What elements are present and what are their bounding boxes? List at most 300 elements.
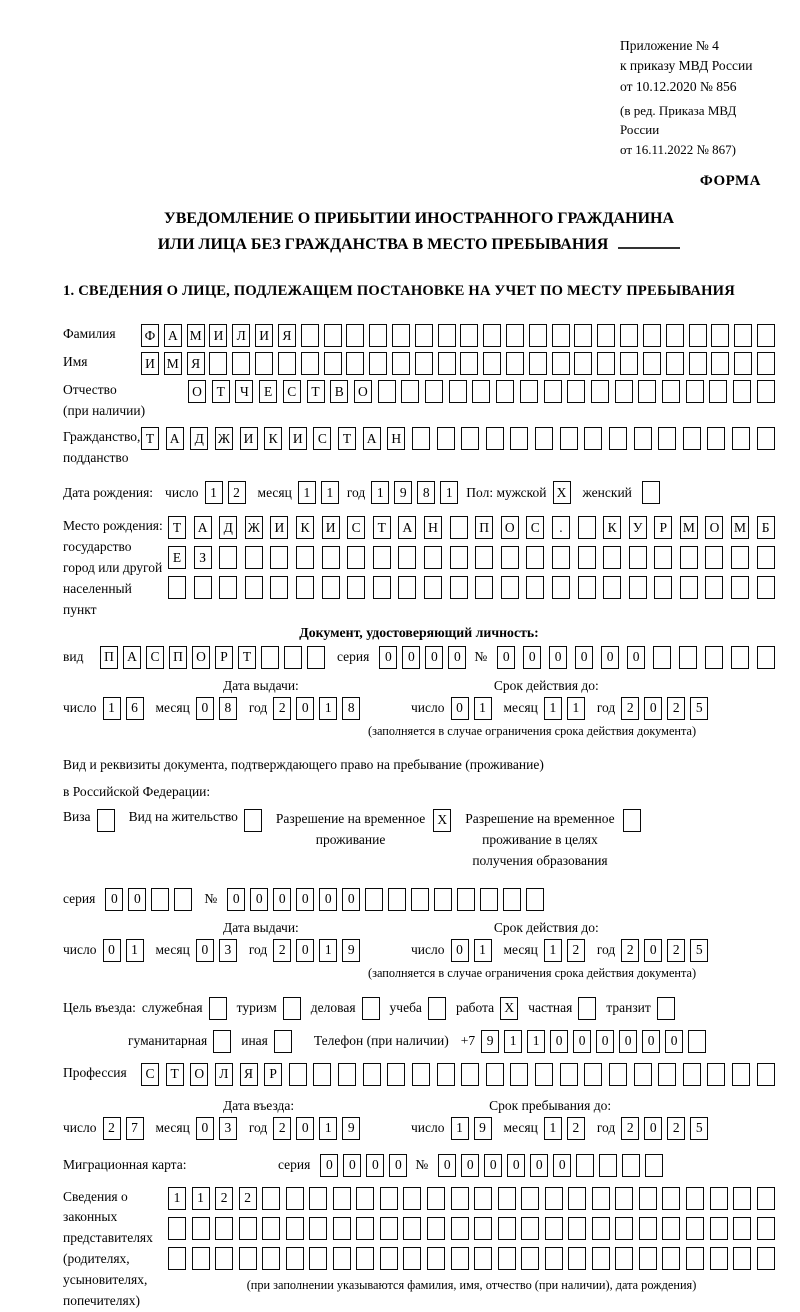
char-box[interactable]: 1 (319, 1117, 337, 1140)
char-box[interactable] (568, 1247, 586, 1270)
char-box[interactable]: В (330, 380, 348, 403)
char-box[interactable]: 8 (342, 697, 360, 720)
char-box[interactable]: Б (757, 516, 775, 539)
char-box[interactable] (654, 576, 672, 599)
char-box[interactable] (270, 546, 288, 569)
char-box[interactable] (338, 1063, 356, 1086)
char-box[interactable] (365, 888, 383, 911)
char-box[interactable]: X (500, 997, 518, 1020)
char-box[interactable] (552, 324, 570, 347)
char-box[interactable] (403, 1217, 421, 1240)
char-box[interactable] (346, 352, 364, 375)
char-box[interactable]: З (194, 546, 212, 569)
char-box[interactable]: Т (141, 427, 159, 450)
char-box[interactable] (510, 427, 528, 450)
char-box[interactable] (380, 1247, 398, 1270)
char-box[interactable]: 0 (196, 1117, 214, 1140)
char-box[interactable] (683, 1063, 701, 1086)
char-box[interactable] (666, 352, 684, 375)
char-box[interactable]: А (123, 646, 141, 669)
char-box[interactable] (574, 324, 592, 347)
char-box[interactable]: 1 (205, 481, 223, 504)
char-box[interactable] (731, 546, 749, 569)
char-box[interactable] (597, 324, 615, 347)
char-box[interactable]: 0 (105, 888, 123, 911)
char-box[interactable] (662, 1217, 680, 1240)
char-box[interactable]: 3 (219, 1117, 237, 1140)
char-box[interactable]: 1 (192, 1187, 210, 1210)
char-box[interactable]: 2 (103, 1117, 121, 1140)
char-box[interactable] (324, 324, 342, 347)
char-box[interactable]: 2 (667, 1117, 685, 1140)
char-box[interactable] (289, 1063, 307, 1086)
char-box[interactable]: О (501, 516, 519, 539)
char-box[interactable] (232, 352, 250, 375)
char-box[interactable] (415, 324, 433, 347)
char-box[interactable]: 0 (196, 697, 214, 720)
char-box[interactable]: 0 (296, 939, 314, 962)
char-box[interactable]: Т (166, 1063, 184, 1086)
char-box[interactable] (526, 546, 544, 569)
char-box[interactable]: М (187, 324, 205, 347)
char-box[interactable] (526, 576, 544, 599)
char-box[interactable]: М (164, 352, 182, 375)
char-box[interactable] (711, 324, 729, 347)
char-box[interactable]: А (164, 324, 182, 347)
char-box[interactable]: 0 (575, 646, 593, 669)
char-box[interactable] (615, 1217, 633, 1240)
char-box[interactable] (460, 352, 478, 375)
char-box[interactable] (424, 576, 442, 599)
char-box[interactable] (574, 352, 592, 375)
char-box[interactable] (688, 1030, 706, 1053)
char-box[interactable] (438, 352, 456, 375)
char-box[interactable] (427, 1217, 445, 1240)
char-box[interactable] (757, 1217, 775, 1240)
char-box[interactable] (680, 546, 698, 569)
char-box[interactable]: 1 (371, 481, 389, 504)
char-box[interactable] (578, 576, 596, 599)
char-box[interactable] (609, 1063, 627, 1086)
char-box[interactable] (707, 1063, 725, 1086)
char-box[interactable]: 2 (567, 1117, 585, 1140)
char-box[interactable]: 0 (596, 1030, 614, 1053)
char-box[interactable] (475, 546, 493, 569)
char-box[interactable] (689, 324, 707, 347)
char-box[interactable] (219, 546, 237, 569)
char-box[interactable] (757, 546, 775, 569)
char-box[interactable]: 1 (168, 1187, 186, 1210)
char-box[interactable] (411, 888, 429, 911)
char-box[interactable] (733, 1187, 751, 1210)
char-box[interactable] (270, 576, 288, 599)
char-box[interactable]: Р (215, 646, 233, 669)
char-box[interactable] (301, 324, 319, 347)
char-box[interactable] (592, 1247, 610, 1270)
char-box[interactable]: Т (238, 646, 256, 669)
char-box[interactable] (483, 324, 501, 347)
char-box[interactable] (609, 427, 627, 450)
char-box[interactable] (483, 352, 501, 375)
char-box[interactable] (638, 380, 656, 403)
char-box[interactable] (501, 576, 519, 599)
char-box[interactable] (174, 888, 192, 911)
char-box[interactable] (645, 1154, 663, 1177)
char-box[interactable] (437, 1063, 455, 1086)
char-box[interactable] (286, 1217, 304, 1240)
char-box[interactable] (662, 380, 680, 403)
char-box[interactable] (567, 380, 585, 403)
char-box[interactable] (526, 888, 544, 911)
char-box[interactable] (643, 352, 661, 375)
char-box[interactable] (535, 1063, 553, 1086)
char-box[interactable]: О (705, 516, 723, 539)
char-box[interactable]: 0 (642, 1030, 660, 1053)
char-box[interactable]: 2 (239, 1187, 257, 1210)
char-box[interactable]: 1 (321, 481, 339, 504)
char-box[interactable] (309, 1187, 327, 1210)
char-box[interactable]: 0 (389, 1154, 407, 1177)
char-box[interactable] (666, 324, 684, 347)
char-box[interactable] (592, 1217, 610, 1240)
char-box[interactable]: 8 (219, 697, 237, 720)
char-box[interactable] (599, 1154, 617, 1177)
char-box[interactable] (296, 576, 314, 599)
char-box[interactable]: С (146, 646, 164, 669)
char-box[interactable]: Е (259, 380, 277, 403)
char-box[interactable] (734, 324, 752, 347)
char-box[interactable] (503, 888, 521, 911)
char-box[interactable]: 0 (425, 646, 443, 669)
char-box[interactable]: 5 (690, 697, 708, 720)
char-box[interactable]: С (283, 380, 301, 403)
char-box[interactable]: И (255, 324, 273, 347)
char-box[interactable]: О (190, 1063, 208, 1086)
char-box[interactable]: 0 (103, 939, 121, 962)
char-box[interactable] (437, 427, 455, 450)
char-box[interactable] (634, 427, 652, 450)
char-box[interactable]: И (322, 516, 340, 539)
char-box[interactable] (434, 888, 452, 911)
char-box[interactable] (356, 1217, 374, 1240)
char-box[interactable] (642, 481, 660, 504)
char-box[interactable] (498, 1187, 516, 1210)
char-box[interactable] (506, 352, 524, 375)
char-box[interactable] (615, 1247, 633, 1270)
char-box[interactable]: 0 (320, 1154, 338, 1177)
char-box[interactable]: 9 (342, 939, 360, 962)
char-box[interactable]: 0 (573, 1030, 591, 1053)
char-box[interactable] (283, 997, 301, 1020)
char-box[interactable] (757, 576, 775, 599)
char-box[interactable] (535, 427, 553, 450)
char-box[interactable] (369, 324, 387, 347)
char-box[interactable] (425, 380, 443, 403)
char-box[interactable] (403, 1187, 421, 1210)
char-box[interactable]: 9 (394, 481, 412, 504)
char-box[interactable] (427, 1247, 445, 1270)
char-box[interactable] (347, 576, 365, 599)
char-box[interactable] (474, 1187, 492, 1210)
char-box[interactable]: 0 (319, 888, 337, 911)
char-box[interactable] (245, 576, 263, 599)
char-box[interactable] (309, 1217, 327, 1240)
char-box[interactable] (501, 546, 519, 569)
char-box[interactable]: 2 (273, 939, 291, 962)
char-box[interactable] (168, 1247, 186, 1270)
char-box[interactable] (662, 1247, 680, 1270)
char-box[interactable] (654, 546, 672, 569)
char-box[interactable] (657, 997, 675, 1020)
char-box[interactable] (475, 576, 493, 599)
char-box[interactable]: 0 (296, 1117, 314, 1140)
char-box[interactable]: О (188, 380, 206, 403)
char-box[interactable] (378, 380, 396, 403)
char-box[interactable] (286, 1247, 304, 1270)
char-box[interactable]: Т (168, 516, 186, 539)
char-box[interactable] (322, 546, 340, 569)
char-box[interactable]: 0 (644, 939, 662, 962)
char-box[interactable] (521, 1247, 539, 1270)
char-box[interactable] (757, 380, 775, 403)
char-box[interactable]: 9 (481, 1030, 499, 1053)
char-box[interactable] (757, 646, 775, 669)
char-box[interactable]: 2 (621, 939, 639, 962)
char-box[interactable]: С (526, 516, 544, 539)
char-box[interactable] (151, 888, 169, 911)
char-box[interactable] (552, 352, 570, 375)
char-box[interactable] (544, 380, 562, 403)
char-box[interactable] (380, 1217, 398, 1240)
char-box[interactable] (620, 352, 638, 375)
char-box[interactable]: 2 (273, 697, 291, 720)
char-box[interactable]: 2 (667, 697, 685, 720)
char-box[interactable] (301, 352, 319, 375)
char-box[interactable]: 0 (196, 939, 214, 962)
char-box[interactable] (623, 809, 641, 832)
char-box[interactable] (255, 352, 273, 375)
char-box[interactable] (449, 380, 467, 403)
char-box[interactable] (244, 809, 262, 832)
char-box[interactable]: 2 (621, 1117, 639, 1140)
char-box[interactable]: А (166, 427, 184, 450)
char-box[interactable] (643, 324, 661, 347)
char-box[interactable]: . (552, 516, 570, 539)
char-box[interactable] (403, 1247, 421, 1270)
char-box[interactable] (639, 1217, 657, 1240)
char-box[interactable]: С (347, 516, 365, 539)
char-box[interactable] (705, 646, 723, 669)
char-box[interactable] (686, 1217, 704, 1240)
char-box[interactable]: 0 (644, 1117, 662, 1140)
char-box[interactable] (356, 1247, 374, 1270)
char-box[interactable] (584, 427, 602, 450)
char-box[interactable] (168, 576, 186, 599)
char-box[interactable] (629, 576, 647, 599)
char-box[interactable]: X (553, 481, 571, 504)
char-box[interactable]: И (209, 324, 227, 347)
char-box[interactable]: 0 (523, 646, 541, 669)
char-box[interactable] (705, 546, 723, 569)
char-box[interactable] (498, 1247, 516, 1270)
char-box[interactable] (552, 576, 570, 599)
char-box[interactable]: 0 (296, 888, 314, 911)
char-box[interactable] (333, 1217, 351, 1240)
char-box[interactable]: Р (264, 1063, 282, 1086)
char-box[interactable]: Т (373, 516, 391, 539)
char-box[interactable] (398, 546, 416, 569)
char-box[interactable] (388, 888, 406, 911)
char-box[interactable] (474, 1247, 492, 1270)
char-box[interactable] (705, 576, 723, 599)
char-box[interactable] (521, 1217, 539, 1240)
char-box[interactable]: 1 (103, 697, 121, 720)
char-box[interactable] (451, 1217, 469, 1240)
char-box[interactable] (398, 576, 416, 599)
char-box[interactable]: Д (219, 516, 237, 539)
char-box[interactable]: 0 (366, 1154, 384, 1177)
char-box[interactable] (545, 1217, 563, 1240)
char-box[interactable]: 5 (690, 1117, 708, 1140)
char-box[interactable] (401, 380, 419, 403)
char-box[interactable]: У (629, 516, 647, 539)
char-box[interactable]: 1 (544, 1117, 562, 1140)
char-box[interactable]: П (475, 516, 493, 539)
char-box[interactable]: А (398, 516, 416, 539)
char-box[interactable]: И (141, 352, 159, 375)
char-box[interactable] (653, 646, 671, 669)
char-box[interactable] (658, 1063, 676, 1086)
char-box[interactable] (733, 1247, 751, 1270)
char-box[interactable] (496, 380, 514, 403)
char-box[interactable]: 0 (484, 1154, 502, 1177)
char-box[interactable]: 3 (219, 939, 237, 962)
char-box[interactable] (584, 1063, 602, 1086)
char-box[interactable]: Т (338, 427, 356, 450)
char-box[interactable] (194, 576, 212, 599)
char-box[interactable] (733, 380, 751, 403)
char-box[interactable]: 0 (227, 888, 245, 911)
char-box[interactable] (168, 1217, 186, 1240)
char-box[interactable] (757, 324, 775, 347)
char-box[interactable]: П (100, 646, 118, 669)
char-box[interactable] (639, 1187, 657, 1210)
char-box[interactable] (356, 1187, 374, 1210)
char-box[interactable] (284, 646, 302, 669)
char-box[interactable]: 1 (567, 697, 585, 720)
char-box[interactable]: 1 (298, 481, 316, 504)
char-box[interactable] (387, 1063, 405, 1086)
char-box[interactable] (689, 352, 707, 375)
char-box[interactable] (480, 888, 498, 911)
char-box[interactable]: 0 (601, 646, 619, 669)
char-box[interactable] (373, 546, 391, 569)
char-box[interactable] (568, 1217, 586, 1240)
char-box[interactable] (603, 576, 621, 599)
char-box[interactable]: 0 (250, 888, 268, 911)
char-box[interactable]: 1 (319, 939, 337, 962)
char-box[interactable]: 2 (667, 939, 685, 962)
char-box[interactable]: 0 (665, 1030, 683, 1053)
char-box[interactable] (568, 1187, 586, 1210)
char-box[interactable] (732, 1063, 750, 1086)
char-box[interactable] (683, 427, 701, 450)
char-box[interactable]: С (313, 427, 331, 450)
char-box[interactable] (757, 1187, 775, 1210)
char-box[interactable]: И (270, 516, 288, 539)
char-box[interactable] (615, 1187, 633, 1210)
char-box[interactable]: 2 (228, 481, 246, 504)
char-box[interactable]: 8 (417, 481, 435, 504)
char-box[interactable] (520, 380, 538, 403)
char-box[interactable] (427, 1187, 445, 1210)
char-box[interactable]: 1 (319, 697, 337, 720)
char-box[interactable]: М (731, 516, 749, 539)
char-box[interactable] (333, 1247, 351, 1270)
char-box[interactable]: Н (424, 516, 442, 539)
char-box[interactable]: 0 (497, 646, 515, 669)
char-box[interactable]: К (603, 516, 621, 539)
char-box[interactable] (474, 1217, 492, 1240)
char-box[interactable] (209, 997, 227, 1020)
char-box[interactable] (261, 646, 279, 669)
char-box[interactable] (451, 1247, 469, 1270)
char-box[interactable] (412, 427, 430, 450)
char-box[interactable] (591, 380, 609, 403)
char-box[interactable]: 1 (440, 481, 458, 504)
char-box[interactable]: 1 (544, 697, 562, 720)
char-box[interactable]: П (169, 646, 187, 669)
char-box[interactable]: И (289, 427, 307, 450)
char-box[interactable]: 2 (621, 697, 639, 720)
char-box[interactable]: 6 (126, 697, 144, 720)
char-box[interactable] (215, 1247, 233, 1270)
char-box[interactable] (262, 1247, 280, 1270)
char-box[interactable] (278, 352, 296, 375)
char-box[interactable] (369, 352, 387, 375)
char-box[interactable]: С (141, 1063, 159, 1086)
char-box[interactable] (578, 546, 596, 569)
char-box[interactable]: 1 (544, 939, 562, 962)
char-box[interactable] (461, 1063, 479, 1086)
char-box[interactable]: 0 (128, 888, 146, 911)
char-box[interactable] (498, 1217, 516, 1240)
char-box[interactable] (333, 1187, 351, 1210)
char-box[interactable] (529, 324, 547, 347)
char-box[interactable] (380, 1187, 398, 1210)
char-box[interactable] (757, 427, 775, 450)
char-box[interactable]: О (354, 380, 372, 403)
char-box[interactable] (274, 1030, 292, 1053)
char-box[interactable] (732, 427, 750, 450)
char-box[interactable] (578, 516, 596, 539)
char-box[interactable] (757, 352, 775, 375)
char-box[interactable]: 0 (438, 1154, 456, 1177)
char-box[interactable] (639, 1247, 657, 1270)
char-box[interactable] (686, 1187, 704, 1210)
char-box[interactable] (757, 1063, 775, 1086)
char-box[interactable] (510, 1063, 528, 1086)
char-box[interactable]: 2 (215, 1187, 233, 1210)
char-box[interactable] (213, 1030, 231, 1053)
char-box[interactable] (239, 1247, 257, 1270)
char-box[interactable] (578, 997, 596, 1020)
char-box[interactable]: 0 (342, 888, 360, 911)
char-box[interactable] (634, 1063, 652, 1086)
char-box[interactable] (615, 380, 633, 403)
char-box[interactable] (286, 1187, 304, 1210)
char-box[interactable]: И (240, 427, 258, 450)
